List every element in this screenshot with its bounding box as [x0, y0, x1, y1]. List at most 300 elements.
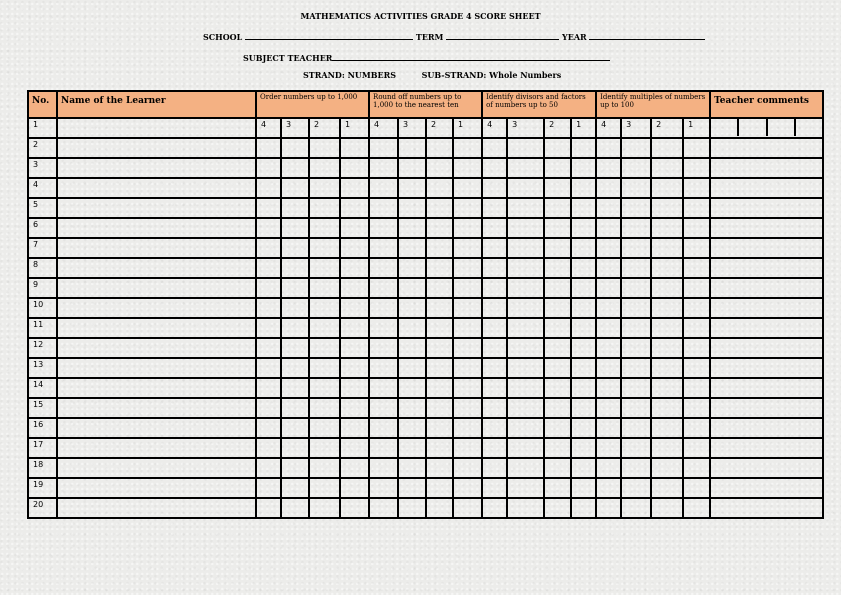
- score-cell[interactable]: [507, 138, 544, 158]
- score-cell[interactable]: [482, 178, 507, 198]
- teacher-comment-cell[interactable]: [710, 278, 823, 298]
- score-cell[interactable]: [340, 478, 369, 498]
- score-cell[interactable]: [683, 438, 710, 458]
- score-cell[interactable]: [281, 418, 309, 438]
- score-cell[interactable]: [256, 458, 281, 478]
- score-cell[interactable]: [651, 218, 683, 238]
- score-cell[interactable]: [281, 338, 309, 358]
- score-cell[interactable]: [426, 318, 453, 338]
- learner-name-cell[interactable]: [57, 438, 256, 458]
- learner-name-cell[interactable]: [57, 238, 256, 258]
- score-cell[interactable]: [596, 358, 621, 378]
- score-cell[interactable]: [544, 438, 571, 458]
- score-cell[interactable]: [340, 298, 369, 318]
- score-cell[interactable]: [256, 218, 281, 238]
- score-cell[interactable]: [426, 358, 453, 378]
- score-cell[interactable]: [453, 338, 482, 358]
- score-cell[interactable]: [621, 318, 651, 338]
- score-cell[interactable]: [544, 198, 571, 218]
- score-cell[interactable]: [369, 318, 398, 338]
- score-cell[interactable]: [256, 438, 281, 458]
- score-cell[interactable]: [369, 238, 398, 258]
- score-cell[interactable]: [426, 398, 453, 418]
- score-cell[interactable]: [369, 438, 398, 458]
- score-cell[interactable]: [340, 218, 369, 238]
- learner-name-cell[interactable]: [57, 318, 256, 338]
- score-cell[interactable]: [507, 278, 544, 298]
- score-cell[interactable]: [309, 358, 340, 378]
- score-cell[interactable]: [453, 278, 482, 298]
- score-cell[interactable]: [544, 138, 571, 158]
- score-cell[interactable]: [571, 278, 596, 298]
- score-cell[interactable]: [281, 398, 309, 418]
- learner-name-cell[interactable]: [57, 338, 256, 358]
- score-cell[interactable]: [256, 278, 281, 298]
- score-cell[interactable]: [651, 338, 683, 358]
- learner-name-cell[interactable]: [57, 478, 256, 498]
- score-cell[interactable]: [544, 398, 571, 418]
- score-cell[interactable]: [482, 418, 507, 438]
- score-cell[interactable]: [426, 258, 453, 278]
- learner-name-cell[interactable]: [57, 218, 256, 238]
- score-cell[interactable]: [398, 478, 426, 498]
- score-cell[interactable]: [426, 178, 453, 198]
- score-cell[interactable]: [256, 378, 281, 398]
- score-cell[interactable]: [683, 298, 710, 318]
- teacher-comment-cell[interactable]: [710, 358, 823, 378]
- score-cell[interactable]: [596, 498, 621, 518]
- score-cell[interactable]: [651, 378, 683, 398]
- score-cell[interactable]: [683, 158, 710, 178]
- teacher-comment-cell[interactable]: [710, 458, 823, 478]
- score-cell[interactable]: [651, 158, 683, 178]
- score-cell[interactable]: [544, 158, 571, 178]
- score-cell[interactable]: [482, 258, 507, 278]
- score-cell[interactable]: [482, 298, 507, 318]
- score-cell[interactable]: [683, 178, 710, 198]
- score-cell[interactable]: [398, 378, 426, 398]
- score-cell[interactable]: [256, 238, 281, 258]
- score-cell[interactable]: [482, 398, 507, 418]
- score-cell[interactable]: [453, 498, 482, 518]
- score-cell[interactable]: [683, 358, 710, 378]
- learner-name-cell[interactable]: [57, 178, 256, 198]
- score-cell[interactable]: [544, 278, 571, 298]
- score-cell[interactable]: [683, 138, 710, 158]
- score-cell[interactable]: [683, 398, 710, 418]
- teacher-comment-cell[interactable]: [710, 378, 823, 398]
- score-cell[interactable]: [571, 238, 596, 258]
- score-cell[interactable]: [621, 418, 651, 438]
- score-cell[interactable]: [398, 198, 426, 218]
- score-cell[interactable]: [369, 378, 398, 398]
- score-cell[interactable]: [683, 198, 710, 218]
- score-cell[interactable]: [398, 158, 426, 178]
- score-cell[interactable]: [309, 338, 340, 358]
- score-cell[interactable]: [482, 498, 507, 518]
- score-cell[interactable]: [571, 158, 596, 178]
- score-cell[interactable]: [507, 358, 544, 378]
- teacher-comment-cell[interactable]: [710, 118, 823, 138]
- score-cell[interactable]: [453, 258, 482, 278]
- score-cell[interactable]: [507, 418, 544, 438]
- score-cell[interactable]: [544, 338, 571, 358]
- teacher-comment-cell[interactable]: [710, 138, 823, 158]
- score-cell[interactable]: [651, 418, 683, 438]
- score-cell[interactable]: [281, 358, 309, 378]
- score-cell[interactable]: [651, 438, 683, 458]
- score-cell[interactable]: [309, 298, 340, 318]
- teacher-comment-cell[interactable]: [710, 178, 823, 198]
- score-cell[interactable]: [369, 358, 398, 378]
- score-cell[interactable]: [256, 158, 281, 178]
- score-cell[interactable]: [621, 138, 651, 158]
- score-cell[interactable]: [596, 458, 621, 478]
- score-cell[interactable]: [426, 438, 453, 458]
- score-cell[interactable]: [482, 198, 507, 218]
- score-cell[interactable]: [309, 458, 340, 478]
- score-cell[interactable]: [453, 378, 482, 398]
- learner-name-cell[interactable]: [57, 118, 256, 138]
- score-cell[interactable]: [340, 138, 369, 158]
- score-cell[interactable]: [256, 498, 281, 518]
- score-cell[interactable]: [309, 398, 340, 418]
- score-cell[interactable]: [507, 438, 544, 458]
- score-cell[interactable]: [309, 258, 340, 278]
- score-cell[interactable]: [651, 498, 683, 518]
- score-cell[interactable]: [621, 398, 651, 418]
- score-cell[interactable]: [309, 238, 340, 258]
- score-cell[interactable]: [256, 258, 281, 278]
- score-cell[interactable]: [281, 438, 309, 458]
- score-cell[interactable]: [398, 238, 426, 258]
- score-cell[interactable]: [482, 318, 507, 338]
- year-field[interactable]: [589, 31, 705, 40]
- score-cell[interactable]: [281, 138, 309, 158]
- score-cell[interactable]: [507, 258, 544, 278]
- score-cell[interactable]: [651, 358, 683, 378]
- score-cell[interactable]: [309, 158, 340, 178]
- score-cell[interactable]: [256, 478, 281, 498]
- score-cell[interactable]: [507, 198, 544, 218]
- score-cell[interactable]: [426, 278, 453, 298]
- score-cell[interactable]: [309, 318, 340, 338]
- score-cell[interactable]: [369, 458, 398, 478]
- score-cell[interactable]: [340, 358, 369, 378]
- score-cell[interactable]: [369, 478, 398, 498]
- score-cell[interactable]: [340, 158, 369, 178]
- score-cell[interactable]: [621, 158, 651, 178]
- score-cell[interactable]: [453, 398, 482, 418]
- score-cell[interactable]: [621, 458, 651, 478]
- score-cell[interactable]: [596, 298, 621, 318]
- comment-subcell[interactable]: [739, 119, 767, 136]
- score-cell[interactable]: [651, 178, 683, 198]
- score-cell[interactable]: [482, 238, 507, 258]
- score-cell[interactable]: [651, 278, 683, 298]
- score-cell[interactable]: [621, 298, 651, 318]
- score-cell[interactable]: [281, 218, 309, 238]
- score-cell[interactable]: [281, 378, 309, 398]
- score-cell[interactable]: [426, 418, 453, 438]
- score-cell[interactable]: [683, 218, 710, 238]
- score-cell[interactable]: [398, 278, 426, 298]
- score-cell[interactable]: [596, 258, 621, 278]
- score-cell[interactable]: [281, 158, 309, 178]
- score-cell[interactable]: [398, 318, 426, 338]
- score-cell[interactable]: [683, 498, 710, 518]
- score-cell[interactable]: [453, 218, 482, 238]
- score-cell[interactable]: [309, 418, 340, 438]
- score-cell[interactable]: [683, 258, 710, 278]
- teacher-comment-cell[interactable]: [710, 258, 823, 278]
- teacher-comment-cell[interactable]: [710, 398, 823, 418]
- score-cell[interactable]: [621, 278, 651, 298]
- score-cell[interactable]: [281, 238, 309, 258]
- score-cell[interactable]: [453, 458, 482, 478]
- score-cell[interactable]: [256, 358, 281, 378]
- score-cell[interactable]: [482, 158, 507, 178]
- score-cell[interactable]: [426, 498, 453, 518]
- score-cell[interactable]: [596, 478, 621, 498]
- score-cell[interactable]: [369, 258, 398, 278]
- score-cell[interactable]: [651, 318, 683, 338]
- score-cell[interactable]: [398, 218, 426, 238]
- score-cell[interactable]: [482, 358, 507, 378]
- score-cell[interactable]: [309, 218, 340, 238]
- score-cell[interactable]: [309, 178, 340, 198]
- score-cell[interactable]: [544, 458, 571, 478]
- score-cell[interactable]: [256, 398, 281, 418]
- score-cell[interactable]: [621, 358, 651, 378]
- score-cell[interactable]: [482, 278, 507, 298]
- score-cell[interactable]: [482, 378, 507, 398]
- learner-name-cell[interactable]: [57, 418, 256, 438]
- subject-teacher-field[interactable]: [332, 52, 610, 61]
- score-cell[interactable]: [571, 418, 596, 438]
- score-cell[interactable]: [369, 218, 398, 238]
- score-cell[interactable]: [651, 198, 683, 218]
- learner-name-cell[interactable]: [57, 498, 256, 518]
- teacher-comment-cell[interactable]: [710, 438, 823, 458]
- learner-name-cell[interactable]: [57, 458, 256, 478]
- score-cell[interactable]: [482, 458, 507, 478]
- score-cell[interactable]: [426, 218, 453, 238]
- score-cell[interactable]: [340, 398, 369, 418]
- score-cell[interactable]: [281, 458, 309, 478]
- learner-name-cell[interactable]: [57, 378, 256, 398]
- score-cell[interactable]: [398, 358, 426, 378]
- score-cell[interactable]: [426, 238, 453, 258]
- score-cell[interactable]: [369, 138, 398, 158]
- score-cell[interactable]: [544, 318, 571, 338]
- score-cell[interactable]: [426, 478, 453, 498]
- score-cell[interactable]: [369, 278, 398, 298]
- score-cell[interactable]: [256, 338, 281, 358]
- score-cell[interactable]: [507, 178, 544, 198]
- score-cell[interactable]: [281, 178, 309, 198]
- score-cell[interactable]: [621, 498, 651, 518]
- score-cell[interactable]: [507, 218, 544, 238]
- comment-subcell[interactable]: [711, 119, 739, 136]
- score-cell[interactable]: [398, 298, 426, 318]
- score-cell[interactable]: [621, 218, 651, 238]
- score-cell[interactable]: [507, 498, 544, 518]
- score-cell[interactable]: [596, 218, 621, 238]
- score-cell[interactable]: [340, 438, 369, 458]
- score-cell[interactable]: [309, 198, 340, 218]
- score-cell[interactable]: [309, 498, 340, 518]
- score-cell[interactable]: [309, 438, 340, 458]
- score-cell[interactable]: [544, 478, 571, 498]
- score-cell[interactable]: [340, 418, 369, 438]
- score-cell[interactable]: [544, 258, 571, 278]
- score-cell[interactable]: [571, 498, 596, 518]
- score-cell[interactable]: [426, 158, 453, 178]
- score-cell[interactable]: [340, 278, 369, 298]
- score-cell[interactable]: [571, 258, 596, 278]
- score-cell[interactable]: [426, 298, 453, 318]
- score-cell[interactable]: [369, 178, 398, 198]
- score-cell[interactable]: [507, 458, 544, 478]
- score-cell[interactable]: [507, 238, 544, 258]
- score-cell[interactable]: [507, 398, 544, 418]
- score-cell[interactable]: [398, 458, 426, 478]
- score-cell[interactable]: [596, 138, 621, 158]
- score-cell[interactable]: [651, 458, 683, 478]
- score-cell[interactable]: [544, 418, 571, 438]
- score-cell[interactable]: [256, 198, 281, 218]
- teacher-comment-cell[interactable]: [710, 318, 823, 338]
- score-cell[interactable]: [596, 398, 621, 418]
- teacher-comment-cell[interactable]: [710, 418, 823, 438]
- score-cell[interactable]: [426, 378, 453, 398]
- score-cell[interactable]: [507, 338, 544, 358]
- score-cell[interactable]: [256, 298, 281, 318]
- score-cell[interactable]: [453, 418, 482, 438]
- teacher-comment-cell[interactable]: [710, 158, 823, 178]
- score-cell[interactable]: [596, 158, 621, 178]
- score-cell[interactable]: [256, 138, 281, 158]
- teacher-comment-cell[interactable]: [710, 478, 823, 498]
- score-cell[interactable]: [571, 358, 596, 378]
- score-cell[interactable]: [571, 378, 596, 398]
- score-cell[interactable]: [426, 198, 453, 218]
- score-cell[interactable]: [596, 278, 621, 298]
- score-cell[interactable]: [507, 158, 544, 178]
- score-cell[interactable]: [453, 238, 482, 258]
- comment-subcell[interactable]: [796, 119, 822, 136]
- score-cell[interactable]: [571, 178, 596, 198]
- score-cell[interactable]: [340, 178, 369, 198]
- score-cell[interactable]: [571, 478, 596, 498]
- score-cell[interactable]: [453, 478, 482, 498]
- score-cell[interactable]: [398, 438, 426, 458]
- score-cell[interactable]: [507, 318, 544, 338]
- score-cell[interactable]: [340, 198, 369, 218]
- score-cell[interactable]: [369, 498, 398, 518]
- score-cell[interactable]: [309, 378, 340, 398]
- score-cell[interactable]: [453, 178, 482, 198]
- score-cell[interactable]: [571, 298, 596, 318]
- score-cell[interactable]: [309, 138, 340, 158]
- score-cell[interactable]: [683, 338, 710, 358]
- score-cell[interactable]: [369, 298, 398, 318]
- score-cell[interactable]: [281, 258, 309, 278]
- score-cell[interactable]: [426, 138, 453, 158]
- teacher-comment-cell[interactable]: [710, 198, 823, 218]
- score-cell[interactable]: [621, 258, 651, 278]
- score-cell[interactable]: [651, 238, 683, 258]
- score-cell[interactable]: [683, 238, 710, 258]
- score-cell[interactable]: [309, 478, 340, 498]
- score-cell[interactable]: [453, 298, 482, 318]
- score-cell[interactable]: [571, 138, 596, 158]
- score-cell[interactable]: [683, 318, 710, 338]
- score-cell[interactable]: [453, 318, 482, 338]
- score-cell[interactable]: [683, 478, 710, 498]
- learner-name-cell[interactable]: [57, 138, 256, 158]
- score-cell[interactable]: [281, 498, 309, 518]
- score-cell[interactable]: [651, 478, 683, 498]
- score-cell[interactable]: [281, 478, 309, 498]
- score-cell[interactable]: [683, 278, 710, 298]
- score-cell[interactable]: [544, 378, 571, 398]
- score-cell[interactable]: [340, 318, 369, 338]
- score-cell[interactable]: [398, 338, 426, 358]
- score-cell[interactable]: [507, 478, 544, 498]
- score-cell[interactable]: [453, 198, 482, 218]
- term-field[interactable]: [446, 31, 559, 40]
- score-cell[interactable]: [544, 498, 571, 518]
- score-cell[interactable]: [281, 318, 309, 338]
- score-cell[interactable]: [651, 398, 683, 418]
- score-cell[interactable]: [340, 258, 369, 278]
- score-cell[interactable]: [369, 158, 398, 178]
- teacher-comment-cell[interactable]: [710, 298, 823, 318]
- score-cell[interactable]: [571, 318, 596, 338]
- score-cell[interactable]: [398, 498, 426, 518]
- score-cell[interactable]: [398, 258, 426, 278]
- score-cell[interactable]: [571, 198, 596, 218]
- score-cell[interactable]: [621, 478, 651, 498]
- score-cell[interactable]: [544, 218, 571, 238]
- learner-name-cell[interactable]: [57, 298, 256, 318]
- score-cell[interactable]: [453, 138, 482, 158]
- school-field[interactable]: [245, 31, 413, 40]
- score-cell[interactable]: [596, 198, 621, 218]
- score-cell[interactable]: [621, 198, 651, 218]
- score-cell[interactable]: [621, 438, 651, 458]
- score-cell[interactable]: [596, 238, 621, 258]
- score-cell[interactable]: [281, 298, 309, 318]
- score-cell[interactable]: [621, 238, 651, 258]
- score-cell[interactable]: [426, 458, 453, 478]
- score-cell[interactable]: [309, 278, 340, 298]
- score-cell[interactable]: [621, 378, 651, 398]
- score-cell[interactable]: [369, 338, 398, 358]
- score-cell[interactable]: [398, 138, 426, 158]
- score-cell[interactable]: [453, 158, 482, 178]
- learner-name-cell[interactable]: [57, 358, 256, 378]
- score-cell[interactable]: [340, 338, 369, 358]
- score-cell[interactable]: [398, 418, 426, 438]
- score-cell[interactable]: [507, 378, 544, 398]
- score-cell[interactable]: [281, 278, 309, 298]
- score-cell[interactable]: [596, 418, 621, 438]
- score-cell[interactable]: [544, 178, 571, 198]
- learner-name-cell[interactable]: [57, 278, 256, 298]
